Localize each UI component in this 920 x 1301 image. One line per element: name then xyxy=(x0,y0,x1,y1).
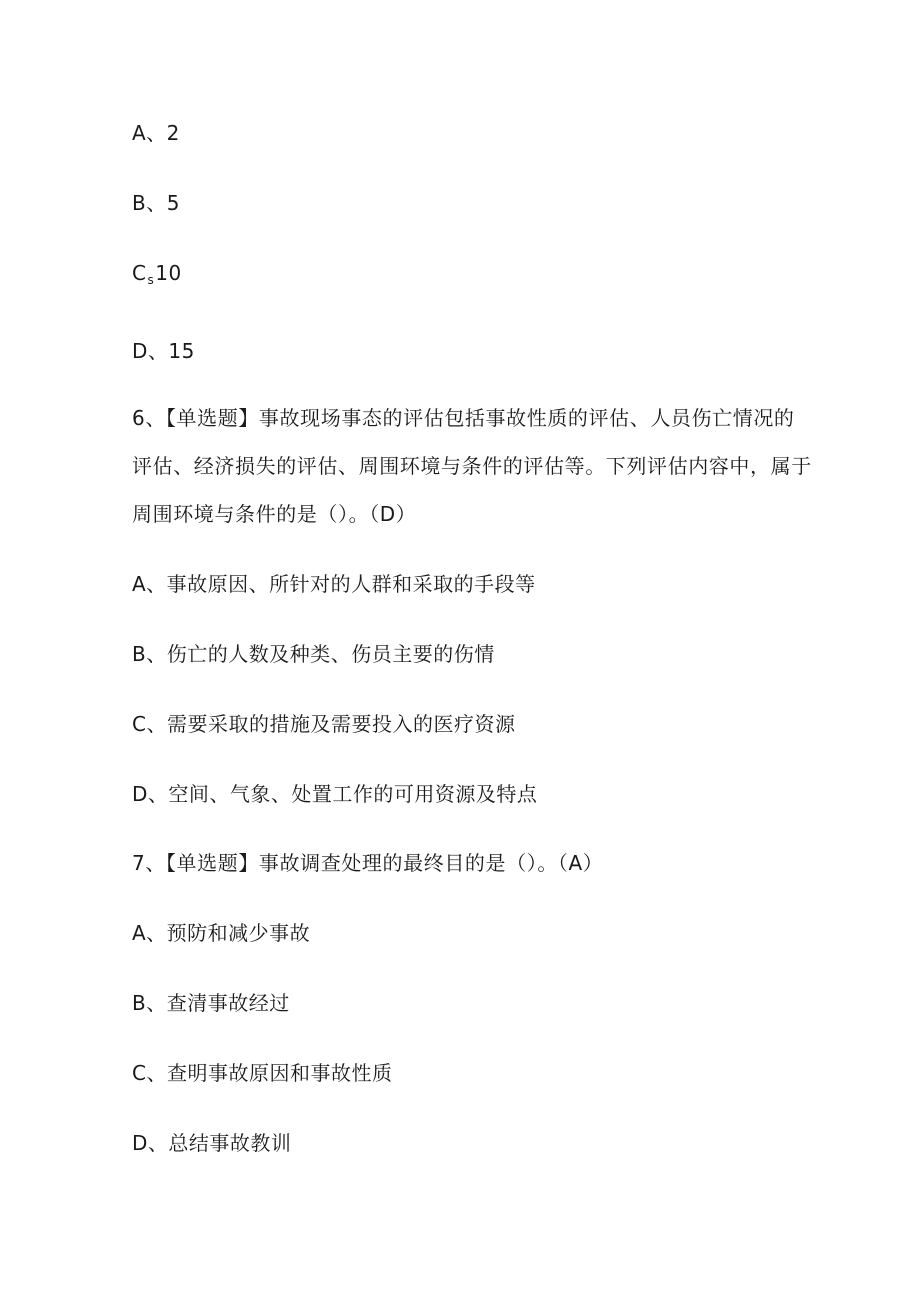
q6-option-b: B、伤亡的人数及种类、伤员主要的伤情 xyxy=(132,642,495,666)
prev-option-d: D、15 xyxy=(132,339,195,363)
q7-text-line-1: 7、【单选题】事故调查处理的最终目的是（）。（A） xyxy=(132,851,604,875)
prev-option-c-value: 10 xyxy=(155,261,182,285)
q6-text-line-2: 评估、经济损失的评估、周围环境与条件的评估等。下列评估内容中，属于 xyxy=(132,454,812,478)
q6-text-line-3: 周围环境与条件的是（）。（D） xyxy=(132,502,417,526)
q7-option-b: B、查清事故经过 xyxy=(132,991,290,1015)
prev-option-c-mark: s xyxy=(147,273,155,287)
q6-option-a: A、事故原因、所针对的人群和采取的手段等 xyxy=(132,572,536,596)
q7-option-c: C、查明事故原因和事故性质 xyxy=(132,1061,393,1085)
q6-option-d: D、空间、气象、处置工作的可用资源及特点 xyxy=(132,782,538,806)
prev-option-c-letter: C xyxy=(132,261,147,285)
q7-option-a: A、预防和减少事故 xyxy=(132,921,311,945)
prev-option-c xyxy=(132,261,182,288)
prev-option-a: A、2 xyxy=(132,121,180,145)
q7-option-d: D、总结事故教训 xyxy=(132,1131,292,1155)
q6-text-line-1: 6、【单选题】事故现场事态的评估包括事故性质的评估、人员伤亡情况的 xyxy=(132,406,795,430)
prev-option-b: B、5 xyxy=(132,191,180,215)
q6-option-c: C、需要采取的措施及需要投入的医疗资源 xyxy=(132,712,516,736)
